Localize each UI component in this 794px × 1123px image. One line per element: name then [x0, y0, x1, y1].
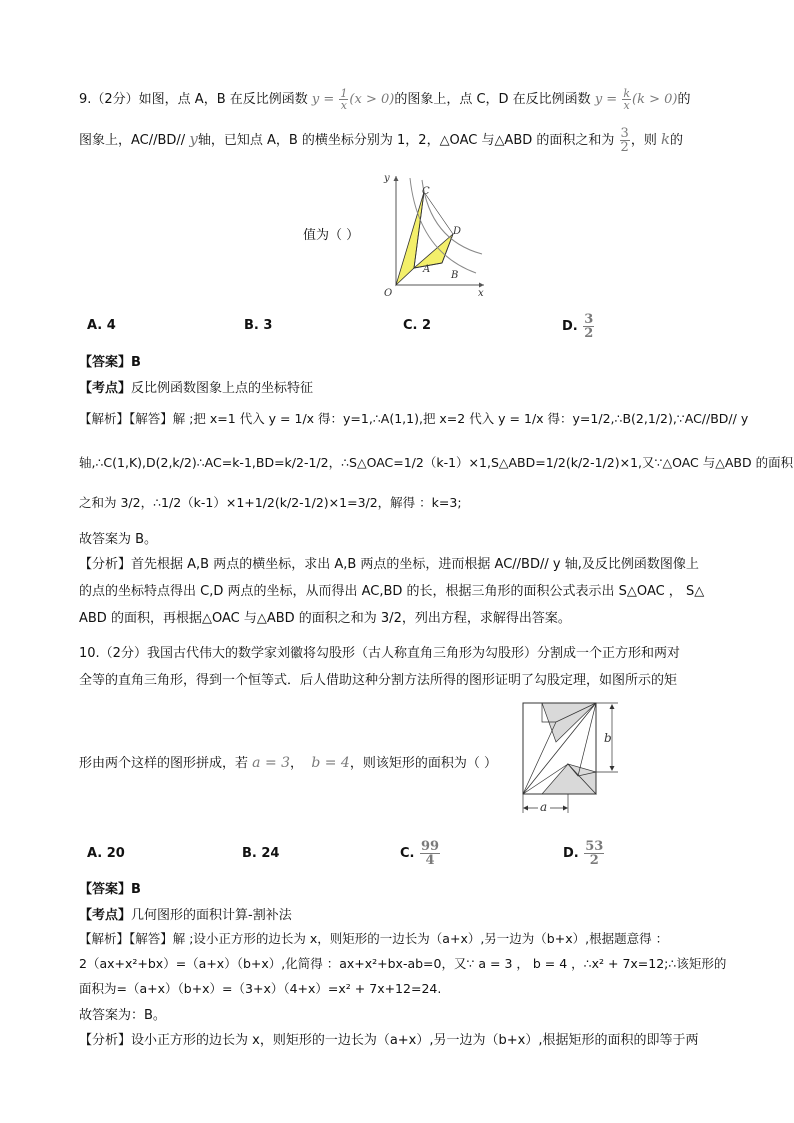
- q10-option-c[interactable]: C. $\frac{99}{4}$: [400, 839, 440, 868]
- q10-knowledge-point: 【考点】几何图形的面积计算-割补法: [79, 908, 292, 923]
- origin-label: O: [384, 288, 393, 299]
- axis-y-label: y: [384, 173, 390, 184]
- axis-x-label: x: [478, 288, 484, 299]
- point-b-label: B: [451, 270, 459, 281]
- q10-analysis-line-1: 【解析】【解答】解 ;设小正方形的边长为 x，则矩形的一边长为（a+x）,另一边为（b+x）,根据题意得 ：: [79, 931, 669, 946]
- point-d-label: D: [453, 226, 462, 237]
- q10-analysis-line-3: 面积为=（a+x）（b+x）=（3+x）（4+x）=x² + 7x+12=24.: [79, 981, 442, 996]
- q9-option-c[interactable]: C. 2: [403, 318, 432, 333]
- fraction-3-2: $\frac{3}{2}$: [620, 126, 629, 155]
- formula-y-1-over-x: y = $\frac{1}{x}$ (x > 0): [311, 87, 395, 112]
- q10-line-1: 10.（2分）我国古代伟大的数学家刘徽将勾股形（古人称直角三角形为勾股形）分割成一个正方形和两对: [79, 646, 680, 661]
- q9-knowledge-point: 【考点】反比例函数图象上点的坐标特征: [79, 381, 314, 396]
- q10-figure: [518, 698, 624, 816]
- q9-conclusion: 故答案为 B。: [79, 532, 158, 547]
- q9-analysis-line-1: 【解析】【解答】解 ;把 x=1 代入 y = 1/x 得：y=1,∴A(1,1),把 x=2 代入 y = 1/x 得：y=1/2,∴B(2,1/2),∵AC//BD// y: [79, 411, 749, 426]
- formula-y-k-over-x: y = $\frac{k}{x}$ (k > 0): [594, 87, 678, 112]
- dimension-b-label: b: [604, 731, 612, 745]
- q9-figure: [376, 172, 488, 300]
- q9-fenxi-line-1: 【分析】首先根据 A,B 两点的横坐标，求出 A,B 两点的坐标，进而根据 AC//BD// y 轴,及反比例函数图像上: [79, 557, 699, 572]
- q9-line-3: 值为（ ）: [303, 228, 360, 243]
- q9-line-2: 图象上，AC//BD// y轴，已知点 A，B 的横坐标分别为 1，2，△OAC 与△ABD 的面积之和为 $\frac{3}{2}$ ，则 k的: [79, 126, 684, 155]
- q9-analysis-line-2: 轴,∴C(1,K),D(2,k/2)∴AC=k-1,BD=k/2-1/2，∴S△OAC=1/2（k-1）×1,S△ABD=1/2(k/2-1/2)×1,又∵△OAC 与△ABD 的面积: [79, 455, 794, 470]
- q10-analysis-line-2: 2（ax+x²+bx）=（a+x）（b+x）,化简得 ：ax+x²+bx-ab=0，又∵ a = 3 ， b = 4 ，∴x² + 7x=12;∴该矩形的: [79, 956, 727, 971]
- q10-option-b[interactable]: B. 24: [242, 846, 280, 861]
- q9-option-a[interactable]: A. 4: [87, 318, 116, 333]
- q9-analysis-line-3: 之和为 3/2，∴1/2（k-1）×1+1/2(k/2-1/2)×1=3/2，解得 ：k=3;: [79, 495, 462, 510]
- q10-answer: 【答案】B: [79, 882, 141, 897]
- q9-option-d[interactable]: D. $\frac{3}{2}$: [562, 312, 594, 341]
- q9-option-b[interactable]: B. 3: [244, 318, 273, 333]
- q10-option-a[interactable]: A. 20: [87, 846, 125, 861]
- q9-answer: 【答案】B: [79, 355, 141, 370]
- dimension-a-label: a: [540, 800, 548, 814]
- point-c-label: C: [422, 186, 430, 197]
- q10-conclusion: 故答案为：B。: [79, 1008, 166, 1023]
- q10-option-d[interactable]: D. $\frac{53}{2}$: [563, 839, 604, 868]
- q9-fenxi-line-2: 的点的坐标特点得出 C,D 两点的坐标，从而得出 AC,BD 的长，根据三角形的面积公式表示出 S△OAC ， S△: [79, 584, 705, 599]
- q10-fenxi-line-1: 【分析】设小正方形的边长为 x，则矩形的一边长为（a+x）,另一边为（b+x）,根据矩形的面积的即等于两: [79, 1033, 699, 1048]
- q9-fenxi-line-3: ABD 的面积，再根据△OAC 与△ABD 的面积之和为 3/2，列出方程，求解得出答案。: [79, 611, 571, 626]
- q10-line-2: 全等的直角三角形，得到一个恒等式．后人借助这种分割方法所得的图形证明了勾股定理，如图所示的矩: [79, 673, 678, 688]
- q9-line-1: 9.（2分）如图，点 A，B 在反比例函数 y = $\frac{1}{x}$ (x > 0)的图象上，点 C，D 在反比例函数 y = $\frac{k}{x}$ (k > 0)的: [79, 87, 691, 112]
- q10-line-3: 形由两个这样的图形拼成，若 a = 3， b = 4，则该矩形的面积为（ ）: [79, 755, 497, 771]
- point-a-label: A: [423, 264, 431, 275]
